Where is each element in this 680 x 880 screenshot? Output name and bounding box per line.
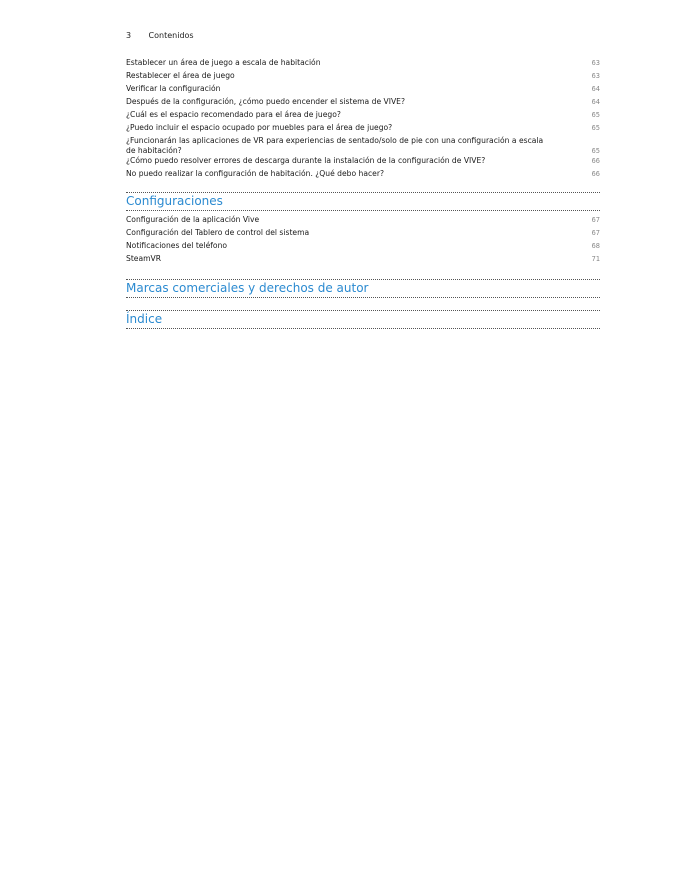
toc-entry-title: Configuración de la aplicación Vive (126, 215, 260, 224)
toc-entry[interactable] (126, 241, 600, 254)
section-heading[interactable]: Índice (126, 310, 600, 329)
toc-entry-page: 66 (591, 170, 600, 178)
toc-section-marcas (126, 279, 600, 298)
toc-entry-page: 68 (591, 242, 600, 250)
toc-entry-title: ¿Puedo incluir el espacio ocupado por muebles para el área de juego? (126, 123, 393, 132)
toc-entry-page: 65 (591, 147, 600, 155)
toc-entry-title: Notificaciones del teléfono (126, 241, 228, 250)
toc-entry-page: 64 (591, 85, 600, 93)
section-heading[interactable]: Marcas comerciales y derechos de autor (126, 279, 600, 298)
page-header (126, 30, 194, 42)
table-of-contents (126, 58, 600, 329)
section-heading[interactable]: Configuraciones (126, 192, 600, 211)
toc-entry[interactable] (126, 156, 600, 169)
toc-entry[interactable] (126, 169, 600, 182)
toc-entry-title: Restablecer el área de juego (126, 71, 235, 80)
toc-entry[interactable] (126, 58, 600, 71)
toc-entry-title: No puedo realizar la configuración de habitación. ¿Qué debo hacer? (126, 169, 385, 178)
toc-group-top (126, 58, 600, 182)
toc-entry[interactable] (126, 123, 600, 136)
toc-entry[interactable] (126, 254, 600, 267)
toc-entry[interactable] (126, 215, 600, 228)
header-title: Contenidos (148, 31, 194, 40)
toc-entry-title: Establecer un área de juego a escala de habitación (126, 58, 321, 67)
toc-entry-title: SteamVR (126, 254, 161, 263)
toc-entry[interactable] (126, 110, 600, 123)
page-number: 3 (126, 31, 132, 40)
toc-section-indice (126, 310, 600, 329)
toc-entry-page: 63 (591, 59, 600, 67)
toc-entry-page: 63 (591, 72, 600, 80)
toc-section-configuraciones (126, 192, 600, 267)
toc-entry[interactable] (126, 71, 600, 84)
toc-entry[interactable] (126, 228, 600, 241)
toc-entry-title: ¿Funcionarán las aplicaciones de VR para experiencias de sentado/solo de pie con una configuración a escala de habitación? (126, 136, 544, 155)
toc-entry[interactable] (126, 84, 600, 97)
toc-entry-title: Después de la configuración, ¿cómo puedo encender el sistema de VIVE? (126, 97, 405, 106)
toc-entry-page: 64 (591, 98, 600, 106)
toc-entry-page: 67 (591, 229, 600, 237)
toc-entry-page: 65 (591, 111, 600, 119)
toc-entry-title: Verificar la configuración (126, 84, 221, 93)
toc-entry-page: 67 (591, 216, 600, 224)
toc-entry[interactable] (126, 136, 600, 156)
toc-entry-title: ¿Cómo puedo resolver errores de descarga durante la instalación de la configuración de VIVE? (126, 156, 486, 165)
toc-entry-page: 66 (591, 157, 600, 165)
toc-entry-page: 65 (591, 124, 600, 132)
toc-entry-title: ¿Cuál es el espacio recomendado para el área de juego? (126, 110, 341, 119)
toc-entry-page: 71 (591, 255, 600, 263)
toc-entry-title: Configuración del Tablero de control del sistema (126, 228, 310, 237)
toc-entry[interactable] (126, 97, 600, 110)
